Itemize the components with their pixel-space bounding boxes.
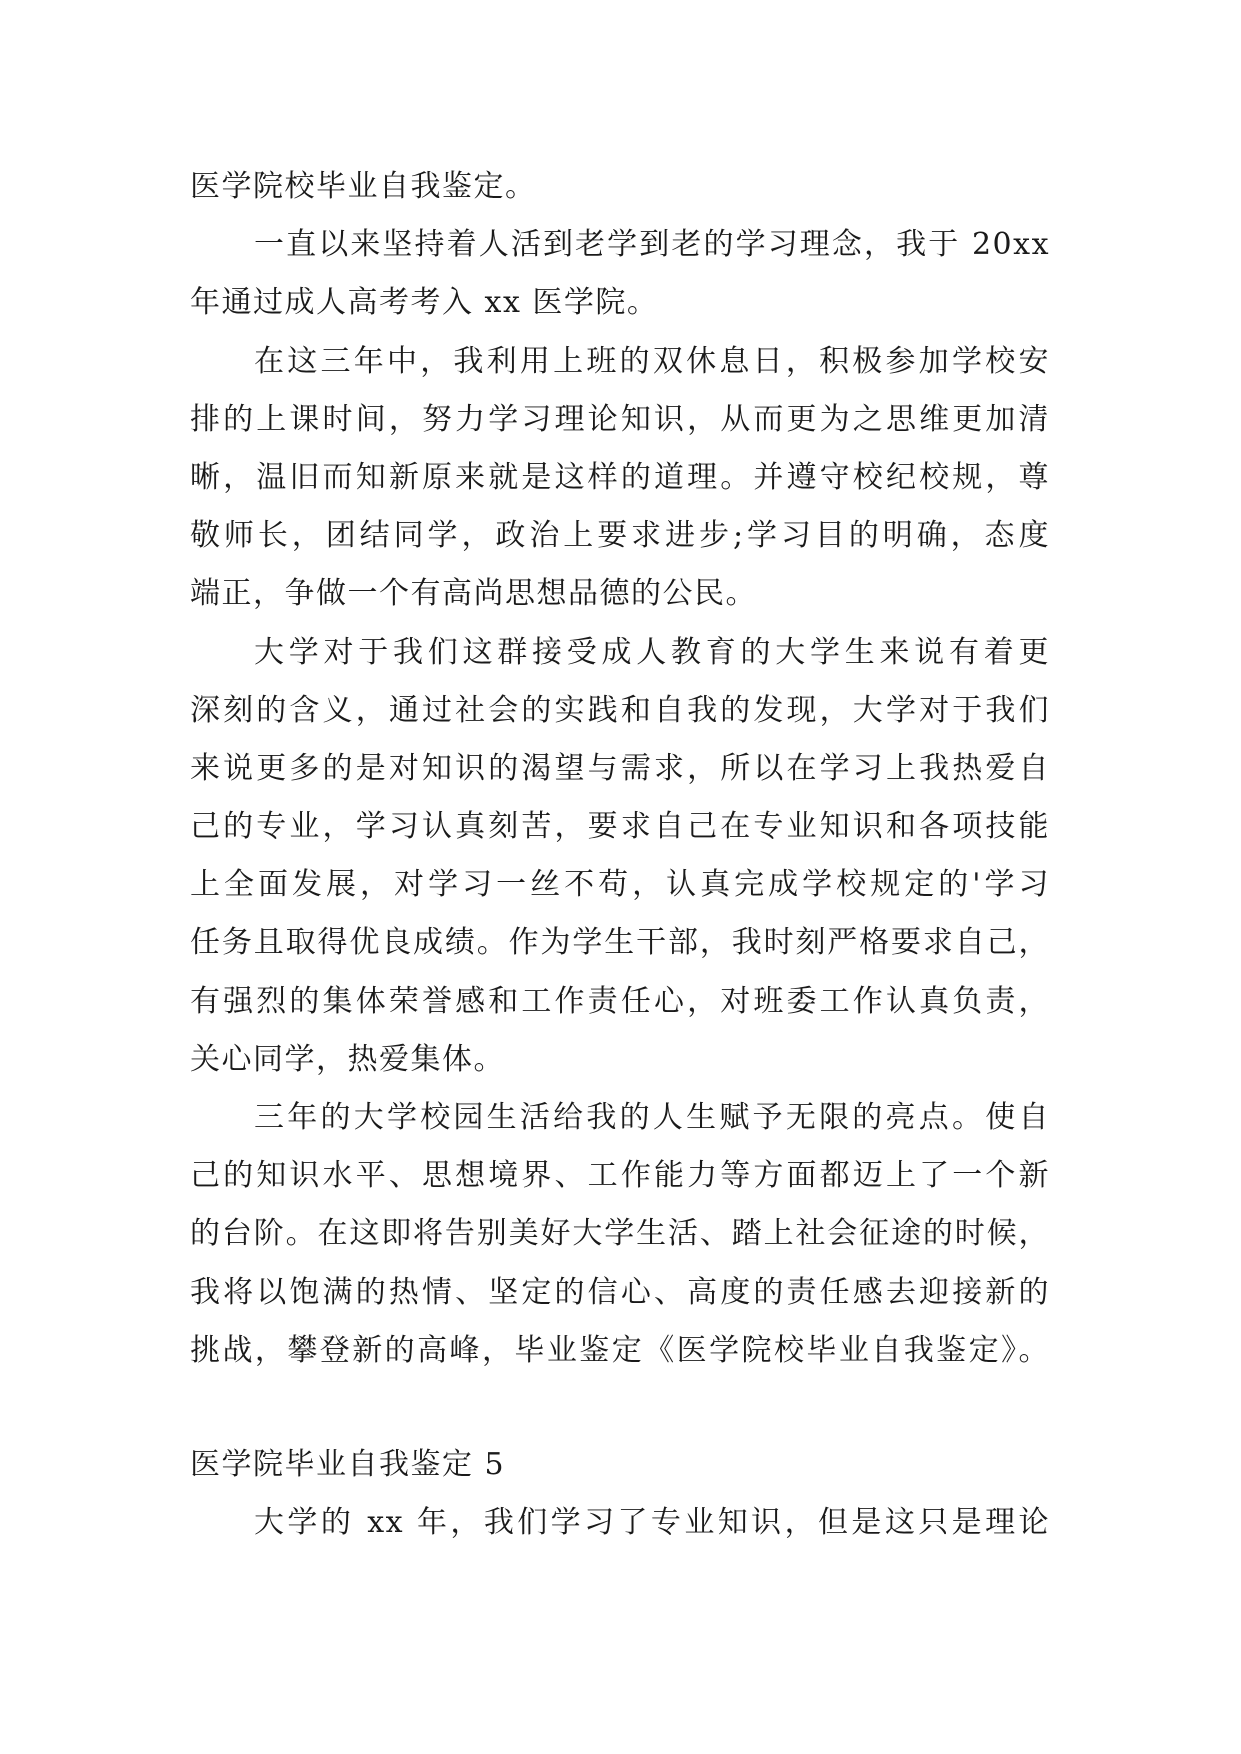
paragraph-line: 一直以来坚持着人活到老学到老的学习理念，我于 20xx — [254, 227, 1050, 263]
paragraph-2 — [190, 333, 1050, 624]
paragraph-5 — [190, 1494, 1050, 1552]
paragraph-line: 排的上课时间，努力学习理论知识，从而更为之思维更加清 — [190, 401, 1050, 437]
paragraph-line: 敬师长，团结同学，政治上要求进步;学习目的明确，态度 — [190, 518, 1050, 554]
paragraph-1 — [190, 216, 1050, 332]
paragraph-line: 己的知识水平、思想境界、工作能力等方面都迈上了一个新 — [190, 1158, 1050, 1194]
paragraph-line: 的台阶。在这即将告别美好大学生活、踏上社会征途的时候， — [190, 1216, 1050, 1252]
paragraph-line: 上全面发展，对学习一丝不苟，认真完成学校规定的'学习 — [190, 867, 1050, 903]
paragraph-line: 挑战，攀登新的高峰，毕业鉴定《医学院校毕业自我鉴定》。 — [190, 1332, 1050, 1368]
paragraph-line: 晰，温旧而知新原来就是这样的道理。并遵守校纪校规，尊 — [190, 459, 1050, 495]
paragraph-4 — [190, 1089, 1050, 1380]
paragraph-line: 来说更多的是对知识的渴望与需求，所以在学习上我热爱自 — [190, 750, 1050, 786]
document-opening-line: 医学院校毕业自我鉴定。 — [190, 169, 537, 204]
paragraph-line: 大学的 xx 年，我们学习了专业知识，但是这只是理论 — [254, 1505, 1050, 1541]
paragraph-line: 关心同学，热爱集体。 — [190, 1041, 505, 1077]
paragraph-line: 深刻的含义，通过社会的实践和自我的发现，大学对于我们 — [190, 692, 1050, 728]
paragraph-line: 年通过成人高考考入 xx 医学院。 — [190, 285, 659, 321]
paragraph-line: 在这三年中，我利用上班的双休息日，积极参加学校安 — [254, 343, 1050, 379]
paragraph-line: 任务且取得优良成绩。作为学生干部，我时刻严格要求自己， — [190, 925, 1050, 961]
paragraph-line: 大学对于我们这群接受成人教育的大学生来说有着更 — [254, 634, 1050, 670]
paragraph-line: 我将以饱满的热情、坚定的信心、高度的责任感去迎接新的 — [190, 1274, 1050, 1310]
section-spacer — [190, 1380, 1050, 1436]
document-body — [190, 158, 1050, 1552]
section-heading: 医学院毕业自我鉴定 5 — [190, 1446, 506, 1482]
paragraph-line: 端正，争做一个有高尚思想品德的公民。 — [190, 576, 757, 612]
paragraph-line: 三年的大学校园生活给我的人生赋予无限的亮点。使自 — [254, 1100, 1050, 1135]
paragraph-line: 己的专业，学习认真刻苦，要求自己在专业知识和各项技能 — [190, 809, 1050, 845]
paragraph-3 — [190, 624, 1050, 1090]
paragraph-line: 有强烈的集体荣誉感和工作责任心，对班委工作认真负责， — [190, 983, 1050, 1019]
